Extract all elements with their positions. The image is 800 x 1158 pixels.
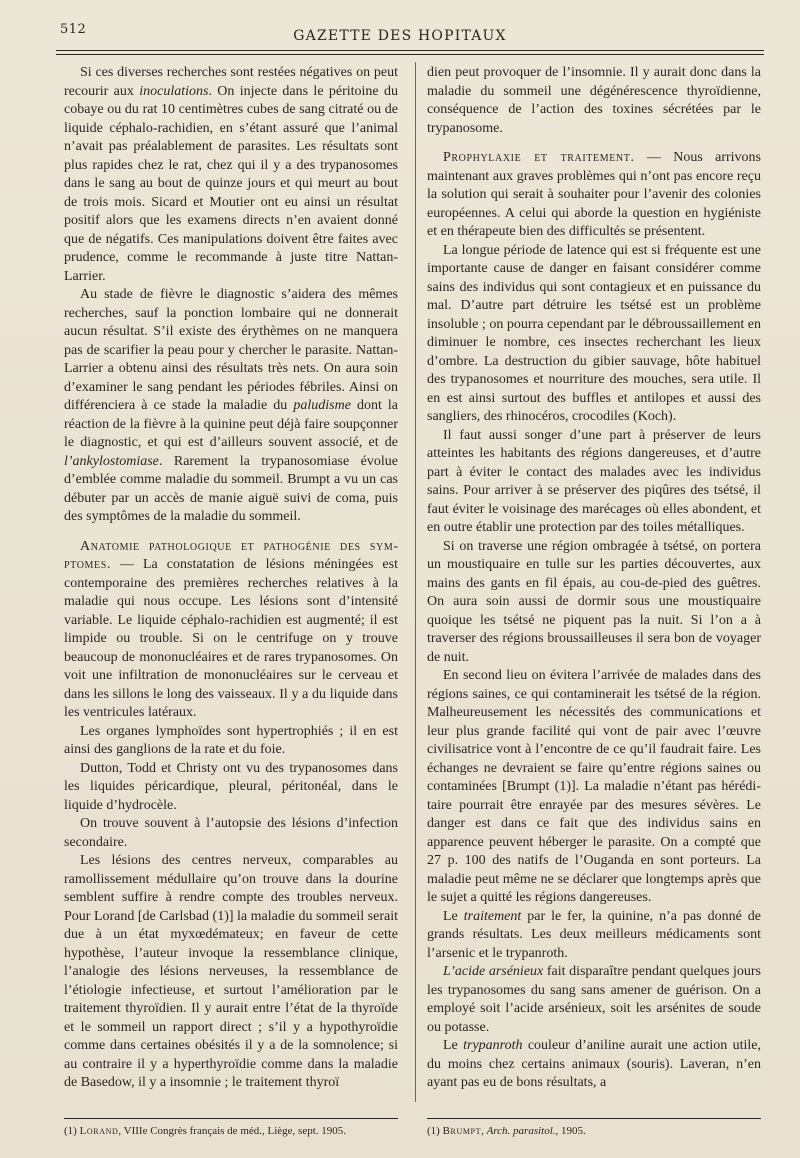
paragraph: Le traitement par le fer, la quinine, n’a pas donné de grands résultats. Les deux meilleurs médicaments sont l’arsenic et le trypanroth. [427, 908, 761, 961]
paragraph: La longue période de latence qui est si fréquente est une importante cause de danger en faisant considérer comme sains des individus qui sont contagieux et en puissance du mal. D’autre part détruire les tsétsé est un problème insoluble ; on pourra cependant par le débroussaillement en diminuer le nombre, ces insectes recherchant les lieux d’ombre. La destruction du gibier sauvage, hôte habituel des trypanosomes et nourriture des mouches, sera utile. Il en est ainsi surtout des buffles et antilopes et aussi des sangliers, des rhinocéros, crocodiles (Koch). [427, 242, 761, 424]
paragraph: L’acide arsénieux fait disparaître pendant quelques jours les trypanosomes du sang sans amener de guérison. On a employé soit l’acide arsénieux, soit les arsénites de soude ou potasse. [427, 964, 761, 1035]
paragraph: Si ces diverses recherches sont restées négatives on peut recourir aux inoculations. On injecte dans le péritoine du cobaye ou du rat 10 centimètres cubes de sang citraté ou de liquide céphalo-rachidien, en s’étant assuré que l’animal n’avait pas préalablement de parasites. Les résultats sont plus rapides chez le rat, chez qui il y a des trypanosomes dans le sang au bout de quinze jours et qui meurt au bout de trois mois. Sicard et Moutier ont eu ainsi un résultat positif alors que les examens directs n’en avaient donné que de négatifs. Ces manipulations doivent être faites avec prudence, comme le recommande à juste titre Nattan-Larrier. [64, 65, 398, 284]
paragraph: Il faut aussi songer d’une part à préserver de leurs atteintes les habitants des régions dangereuses, et d’autre part à éviter le contact des malades avec les individus sains. Pour arriver à se préserver des piqûres des tsétsé, il faut éviter le voisinage des marécages où elles abondent, et en outre établir une protection par des toiles métalliques. [427, 427, 761, 535]
paragraph: Si on traverse une région ombragée à tsétsé, on portera un moustiquaire en tulle sur les parties découvertes, aux mains des gants en fil épais, au cou-de-pied des guêtres. On aura soin aussi de dormir sous une moustiquaire quoique les tsétsé ne piquent pas la nuit. Si l’on a à traverser des régions broussailleuses il sera bon de voyager de nuit. [427, 538, 761, 665]
paragraph: Au stade de fièvre le diagnostic s’aidera des mêmes recherches, sauf la ponction lombaire qui ne donnerait aucun résultat. S’il existe des érythèmes on ne manquera pas de scarifier la peau pour y chercher le parasite. Nattan-Larrier a obtenu ainsi des résultats très nets. On aura soin d’examiner le sang pendant les périodes fébriles. Ainsi on différenciera à ce stade la maladie du paludisme dont la réaction de la fièvre à la quinine peut déjà faire soupçonner le diagnostic, et qui est d’ailleurs souvent associé, et de l’ankylostomiase. Rarement la trypanosomiase évolue d’emblée comme maladie du sommeil. Brumpt a vu un cas débuter par un accès de manie aiguë suivi de coma, puis des symptômes de la maladie du sommeil. [64, 287, 398, 524]
column-divider [415, 62, 416, 1102]
footnote-rule-right [427, 1118, 761, 1119]
paragraph: dien peut provoquer de l’insomnie. Il y aurait donc dans la maladie du sommeil une dégénérescence thyroïdienne, conséquence de l’action des toxines sécrétées par le trypanosome. [427, 65, 761, 136]
footnote-right: (1) Brumpt, Arch. parasitol., 1905. [427, 1125, 586, 1137]
section-paragraph-prophylaxie: Prophylaxie et traitement. — Nous arrivons maintenant aux graves problèmes qui n’ont pas encore reçu la solution qui serait à souhaiter pour l’avenir des colonies européennes. A celui qui aborde la question en hygiéniste et en thérapeute bien des difficultés se présentent. [427, 150, 761, 239]
page-number: 512 [60, 22, 87, 37]
section-paragraph-anatomie: Anatomie pathologique et pathogénie des symptomes. — La constatation de lésions méningées est contemporaine des premières recherches relatives à la maladie qui nous occupe. Les lésions sont d’intensité variable. Le liquide céphalo-rachidien est augmenté; il est limpide ou trouble. Si on le centrifuge on y trouve beaucoup de mononucléaires et de rares trypanosomes. On voit une infiltration de mononucléaires sur le cerveau et dans les sillons le long des vaisseaux. Il y a du liquide dans les ventricules latéraux. [64, 538, 398, 720]
paragraph: Les lésions des centres nerveux, comparables au ramollissement médullaire qu’on trouve dans la dourine semblent suffire à rendre compte des troubles nerveux. Pour Lorand [de Carlsbad (1)] la maladie du sommeil serait due à un état myxœdémateux; en faveur de cette hypothèse, l’auteur invoque la ressemblance clinique, l’analogie des lésions nerveuses, la ressemblance de l’étiologie infectieuse, et surtout l’amélioration par le traitement thyroïdien. Il y aurait entre l’état de la thyroïde et le sommeil un rapport direct ; s’il y a hypothyroïdie comme dans certaines obésités il y a de la somnolence; si au contraire il y a hyperthyroïdie comme dans la maladie de Basedow, il y a insomnie ; le traitement thyroï [64, 853, 398, 1090]
right-column [427, 64, 761, 1093]
header-rule-top [56, 50, 764, 51]
running-head: GAZETTE DES HOPITAUX [293, 28, 507, 44]
paragraph: En second lieu on évitera l’arrivée de malades dans des régions saines, ce qui contaminerait les tsétsé de la région. Malheureusement les nécessités des communications et leur plus grande facilité qui vont de pair avec l’œuvre civilisatrice vont à l’encontre de ce qu’il faudrait faire. Les échanges ne devraient se faire qu’entre régions saines ou contaminées [Brumpt (1)]. La maladie n’étant pas héréditaire pourrait être enrayée par des mesures sévères. Le danger est dans ce fait que des individus sains en apparence peuvent héberger le parasite. On a compté que 27 p. 100 des natifs de l’Ouganda en sont porteurs. La maladie peut même ne se déclarer que longtemps après que le sujet a quitté les régions dangereuses. [427, 668, 761, 905]
paragraph: Les organes lymphoïdes sont hypertrophiés ; il en est ainsi des ganglions de la rate et du foie. [64, 723, 398, 757]
footnote-rule-left [64, 1118, 398, 1119]
header-rule-bottom [56, 54, 764, 55]
footnote-left: (1) Lorand, VIIIe Congrès français de méd., Liège, sept. 1905. [64, 1125, 347, 1137]
paragraph: On trouve souvent à l’autopsie des lésions d’infection secondaire. [64, 816, 398, 850]
section-heading: Prophylaxie et traitement. [443, 150, 635, 165]
paragraph: Dutton, Todd et Christy ont vu des trypanosomes dans les liquides péricardique, pleural, péritonéal, dans le liquide d’hydrocèle. [64, 760, 398, 813]
paragraph: Le trypanroth couleur d’aniline aurait une action utile, du moins chez certains animaux (souris). Laveran, n’en ayant pas eu de bons résultats, a [427, 1038, 762, 1090]
left-column [64, 64, 398, 1093]
section-heading: Anatomie pathologique et pathogénie des symptomes. [64, 538, 398, 572]
